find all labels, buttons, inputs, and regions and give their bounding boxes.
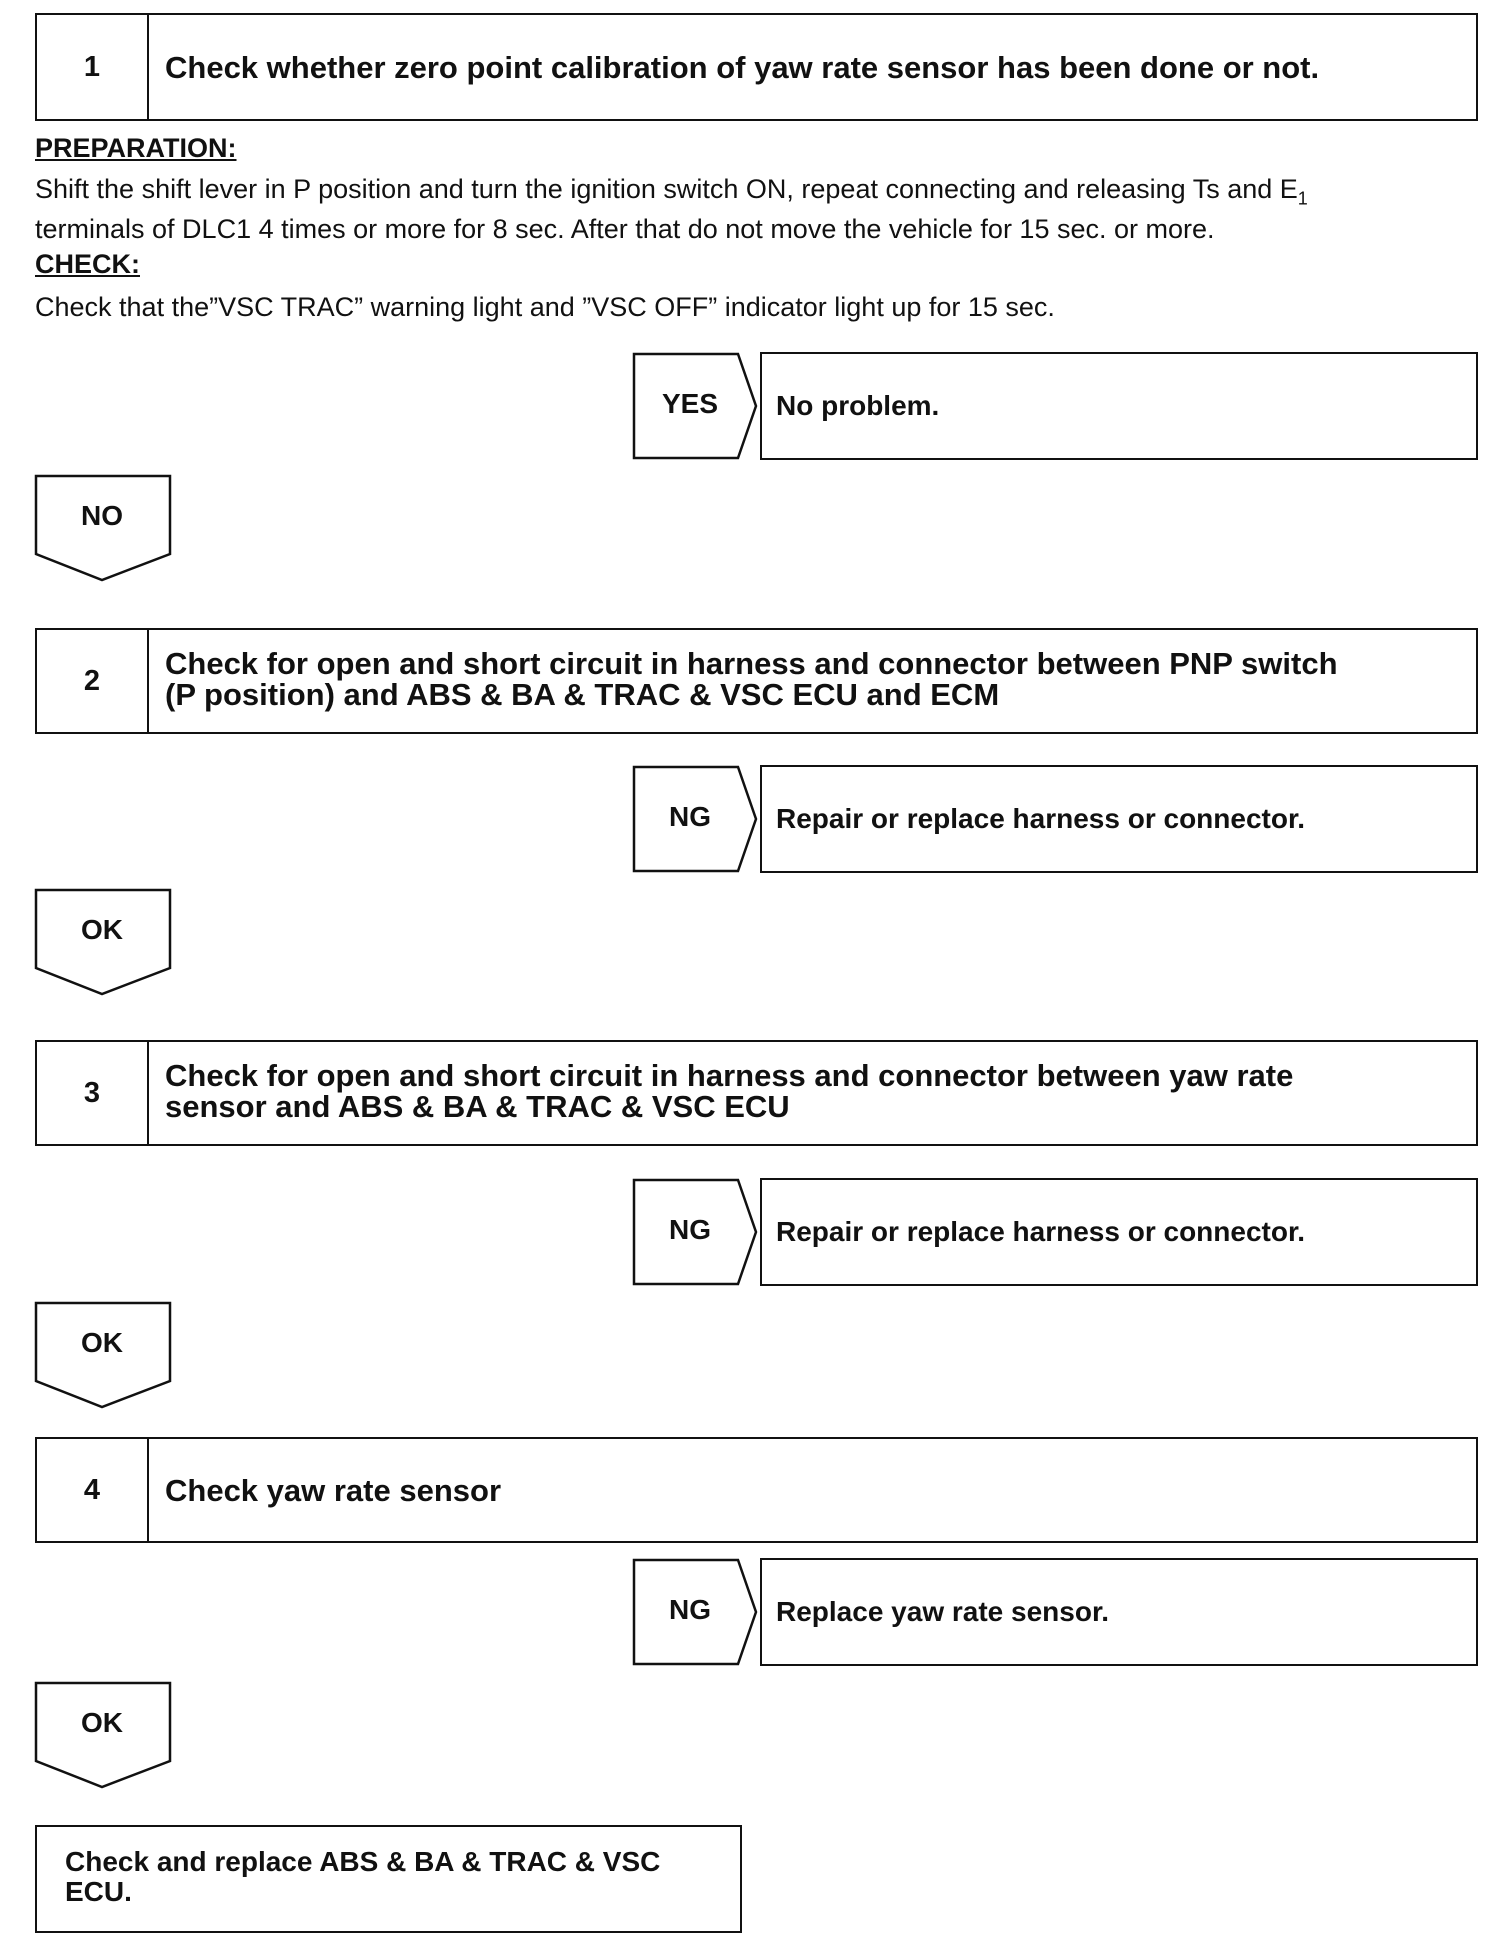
- step-1-box: [35, 13, 1478, 121]
- step-3-title-line1: Check for open and short circuit in harness and connector between yaw rate: [165, 1058, 1294, 1093]
- step-4-number: 4: [37, 1439, 149, 1541]
- result-no-problem: No problem.: [776, 390, 940, 421]
- check-heading: CHECK:: [35, 249, 140, 279]
- no-flow-label: NO: [81, 500, 123, 531]
- result-replace-sensor-box: [760, 1558, 1478, 1666]
- ng-label-3: NG: [669, 1594, 711, 1625]
- step-3-title-line2: sensor and ABS & BA & TRAC & VSC ECU: [165, 1089, 790, 1124]
- preparation-text-line2: terminals of DLC1 4 times or more for 8 sec. After that do not move the vehicle for 15 sec. or more.: [35, 214, 1215, 244]
- preparation-text-line1: Shift the shift lever in P position and turn the ignition switch ON, repeat connecting and releasing Ts and $E_1$: [35, 174, 1308, 209]
- step-2-title-line1: Check for open and short circuit in harness and connector between PNP switch: [165, 646, 1338, 681]
- result-replace-sensor: Replace yaw rate sensor.: [776, 1596, 1110, 1627]
- step-4-title: Check yaw rate sensor: [165, 1472, 502, 1508]
- ng-label-2: NG: [669, 1214, 711, 1245]
- result-repair-1: Repair or replace harness or connector.: [776, 803, 1306, 834]
- step-1-title: Check whether zero point calibration of yaw rate sensor has been done or not.: [165, 49, 1320, 85]
- step-3-title: [165, 1042, 1456, 1144]
- step-3-number: 3: [37, 1042, 149, 1144]
- result-repair-box-1: [760, 765, 1478, 873]
- step-3-box: [35, 1040, 1478, 1146]
- final-action-box: [35, 1825, 742, 1933]
- step-1-number: 1: [37, 15, 149, 119]
- step-2-number: 2: [37, 630, 149, 732]
- check-text: Check that the”VSC TRAC” warning light and ”VSC OFF” indicator light up for 15 sec.: [35, 292, 1055, 322]
- result-repair-box-2: [760, 1178, 1478, 1286]
- ok-flow-label-3: OK: [81, 1707, 123, 1738]
- step-4-box: [35, 1437, 1478, 1543]
- ok-flow-label-2: OK: [81, 1327, 123, 1358]
- final-action-line2: ECU.: [65, 1876, 132, 1907]
- yes-label: YES: [661, 388, 719, 419]
- final-action-text: [65, 1847, 660, 1907]
- result-no-problem-box: [760, 352, 1478, 460]
- ng-label-1: NG: [669, 801, 711, 832]
- step-2-box: [35, 628, 1478, 734]
- preparation-heading: PREPARATION:: [35, 133, 237, 163]
- final-action-line1: Check and replace ABS & BA & TRAC & VSC: [65, 1846, 661, 1877]
- step-2-title-line2: (P position) and ABS & BA & TRAC & VSC ECU and ECM: [165, 677, 1000, 712]
- result-repair-2: Repair or replace harness or connector.: [776, 1216, 1306, 1247]
- ok-flow-label-1: OK: [81, 914, 123, 945]
- step-2-title: [165, 630, 1456, 732]
